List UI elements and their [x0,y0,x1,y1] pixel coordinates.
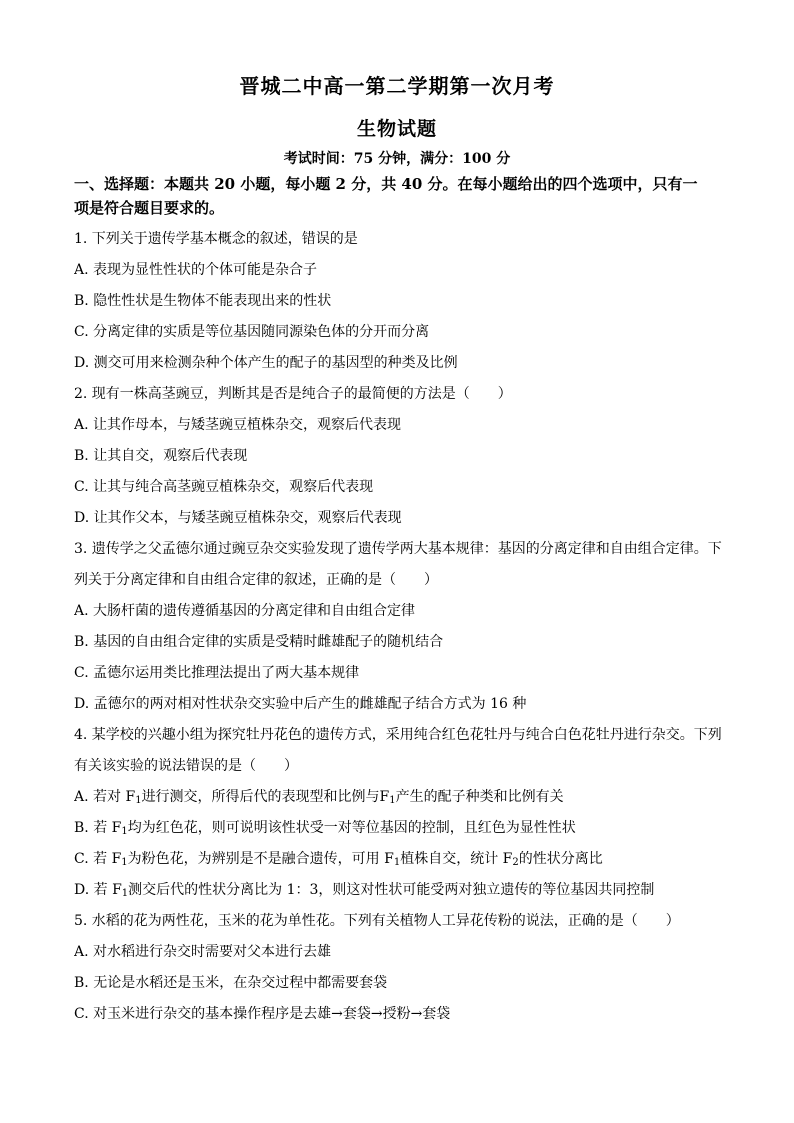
section-heading [74,172,728,220]
q2-option-d: D. 让其作父本，与矮茎豌豆植株杂交，观察后代表现 [74,510,402,526]
q4-d-text-2: 测交后代的性状分离比为 1：3，则这对性状可能受两对独立遗传的等位基因共同控制 [128,882,655,898]
q4-d-sub: 1 [121,888,129,899]
question-list [74,224,728,1030]
q5-option-a: A. 对水稻进行杂交时需要对父本进行去雄 [74,944,332,960]
q4-stem-line-1: 4. 某学校的兴趣小组为探究牡丹花色的遗传方式，采用纯合红色花牡丹与纯合白色花牡丹进行杂交。下列 [74,727,722,743]
q4-a-sub-2: 1 [389,795,396,806]
page-title: 晋城二中高一第二学期第一次月考 [239,74,555,98]
q3-stem-line-2: 列关于分离定律和自由组合定律的叙述，正确的是（ ） [74,572,438,588]
q4-b-text-2: 均为红色花，则可说明该性状受一对等位基因的控制，且红色为显性性状 [127,820,576,836]
q4-option-b [74,813,728,844]
q4-c-text: C. 若 F [74,851,122,867]
q3-stem-line-1: 3. 遗传学之父孟德尔通过豌豆杂交实验发现了遗传学两大基本规律：基因的分离定律和自由组合定律。下 [74,541,722,557]
q4-a-sub: 1 [135,795,142,806]
section-heading-line-1: 一、选择题：本题共 20 小题，每小题 2 分，共 40 分。在每小题给出的四个选项中，只有一 [74,175,698,193]
q4-d-text: D. 若 F [74,882,122,898]
q4-c-sub-3: 2 [512,857,519,868]
q2-option-b: B. 让其自交，观察后代表现 [74,448,248,464]
q4-b-text: B. 若 F [74,820,122,836]
q4-c-sub-2: 1 [393,857,401,868]
q4-c-sub: 1 [121,857,128,868]
q4-a-text-2: 进行测交，所得后代的表现型和比例与F [141,789,390,805]
q4-stem-line-2: 有关该实验的说法错误的是（ ） [74,758,298,774]
q4-a-text-3: 产生的配子种类和比例有关 [395,789,564,805]
q4-option-a [74,782,728,813]
q1-option-a: A. 表现为显性性状的个体可能是杂合子 [74,262,318,278]
q2-option-a: A. 让其作母本，与矮茎豌豆植株杂交，观察后代表现 [74,417,402,433]
q1-option-d: D. 测交可用来检测杂种个体产生的配子的基因型的种类及比例 [74,355,458,371]
q5-option-b: B. 无论是水稻还是玉米，在杂交过程中都需要套袋 [74,975,388,991]
q2-stem: 2. 现有一株高茎豌豆，判断其是否是纯合子的最简便的方法是（ ） [74,386,512,402]
q1-option-c: C. 分离定律的实质是等位基因随同源染色体的分开而分离 [74,324,430,340]
q4-c-text-4: 的性状分离比 [518,851,603,867]
exam-info: 考试时间：75 分钟，满分：100 分 [283,151,511,167]
q3-option-a: A. 大肠杆菌的遗传遵循基因的分离定律和自由组合定律 [74,603,416,619]
section-heading-line-2: 项是符合题目要求的。 [74,199,225,217]
q4-c-text-3: 植株自交，统计 F [400,851,513,867]
q1-stem: 1. 下列关于遗传学基本概念的叙述，错误的是 [74,231,358,247]
q1-option-b: B. 隐性性状是生物体不能表现出来的性状 [74,293,332,309]
page-subtitle: 生物试题 [356,118,437,140]
q5-option-c: C. 对玉米进行杂交的基本操作程序是去雄→套袋→授粉→套袋 [74,1006,451,1022]
q2-option-c: C. 让其与纯合高茎豌豆植株杂交，观察后代表现 [74,479,374,495]
q4-option-c [74,844,728,875]
q5-stem: 5. 水稻的花为两性花，玉米的花为单性花。下列有关植物人工异花传粉的说法，正确的是（ ） [74,913,680,929]
q3-option-d: D. 孟德尔的两对相对性状杂交实验中后产生的雌雄配子结合方式为 16 种 [74,696,527,712]
q4-b-sub: 1 [121,826,128,837]
q3-option-c: C. 孟德尔运用类比推理法提出了两大基本规律 [74,665,360,681]
q4-a-text: A. 若对 F [74,789,136,805]
q3-option-b: B. 基因的自由组合定律的实质是受精时雌雄配子的随机结合 [74,634,444,650]
q4-c-text-2: 为粉色花，为辨别是不是融合遗传，可用 F [127,851,394,867]
q4-option-d [74,875,728,906]
